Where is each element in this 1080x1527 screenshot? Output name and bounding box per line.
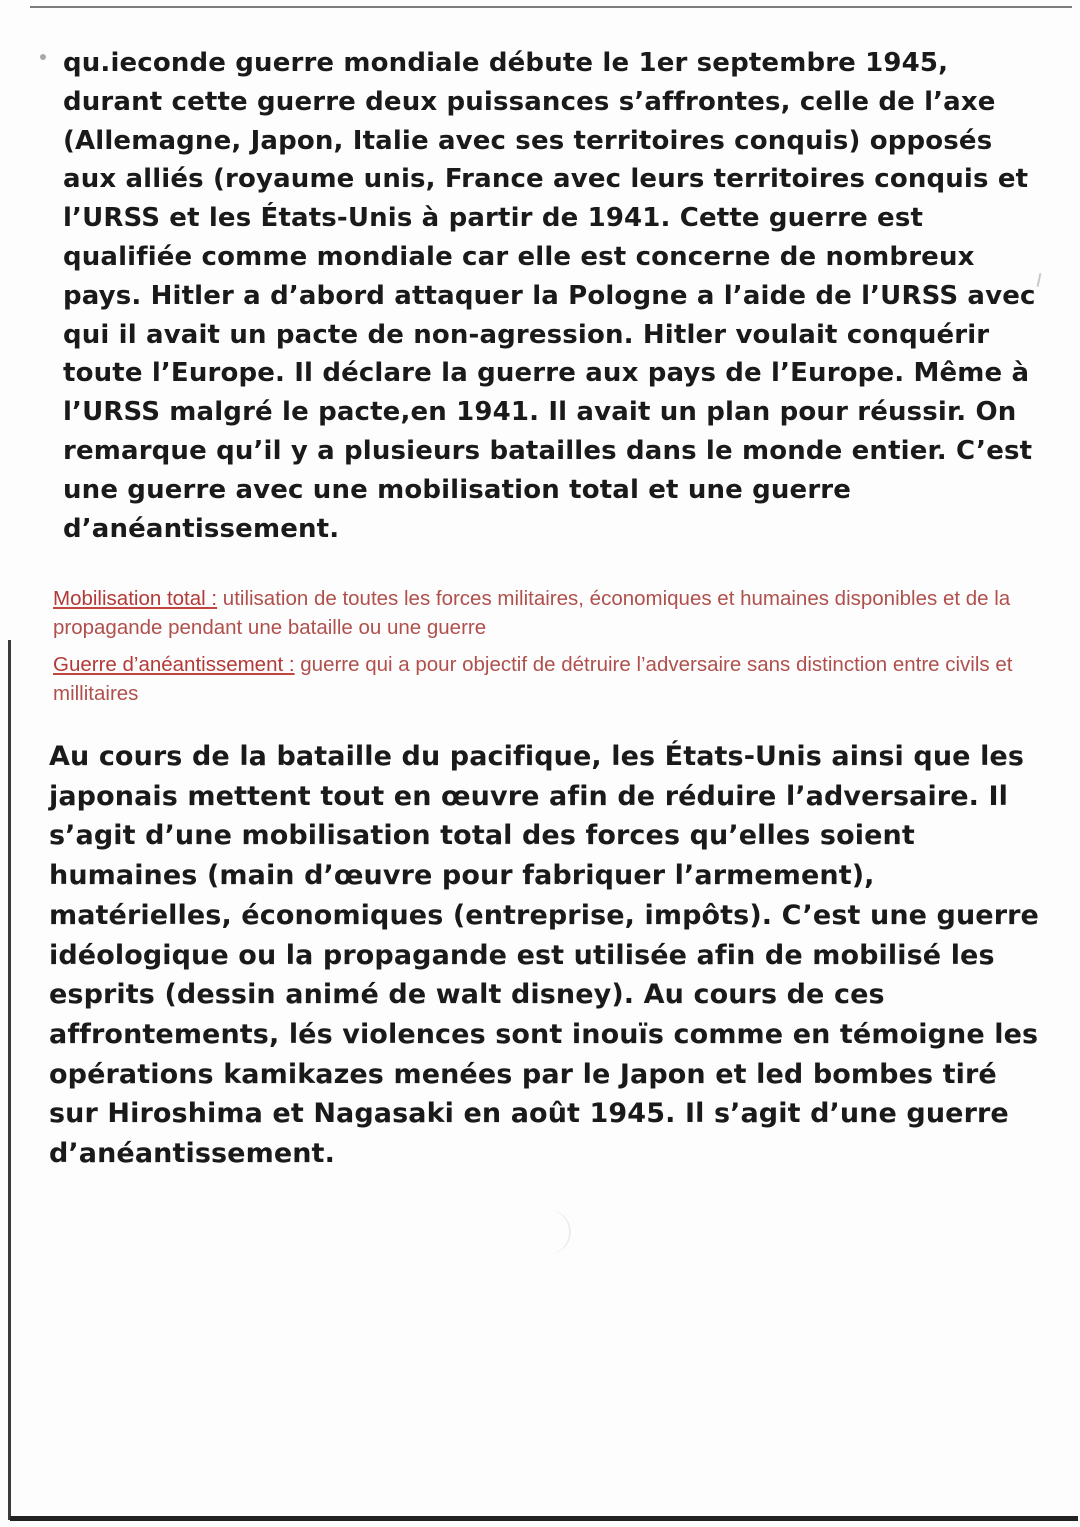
definition-mobilisation [53,584,1043,642]
scan-edge-top [30,6,1072,8]
paragraph-pacific-battle: Au cours de la bataille du pacifique, les États-Unis ainsi que les japonais mettent tout en œuvre afin de réduire l’adversaire. Il s’agit d’une mobilisation total des forces qu’elles soient humaines (main d’œuvre pour fabriquer l’armement), matérielles, économiques (entreprise, impôts). C’est une guerre idéologique ou la propagande est utilisée afin de mobilisé les esprits (dessin animé de walt disney). Au cours de ces affrontements, lés violences sont inouïs comme en témoigne les opérations kamikazes menées par le Japon et led bombes tiré sur Hiroshima et Nagasaki en août 1945. Il s’agit d’une guerre d’anéantissement. [49,741,1039,1170]
paragraph-second-world-war: qu.ieconde guerre mondiale débute le 1er septembre 1945, durant cette guerre deux puissances s’affrontes, celle de l’axe (Allemagne, Japon, Italie avec ses territoires conquis) opposés aux alliés (royaume unis, France avec leurs territoires conquis et l’URSS et les États-Unis à partir de 1941. Cette guerre est qualifiée comme mondiale car elle est concerne de nombreux pays. Hitler a d’abord attaquer la Pologne a l’aide de l’URSS avec qui il avait un pacte de non-agression. Hitler voulait conquérir toute l’Europe. Il déclare la guerre aux pays de l’Europe. Même à l’URSS malgré le pacte,en 1941. Il avait un plan pour réussir. On remarque qu’il y a plusieurs batailles dans le monde entier. C’est une guerre avec une mobilisation total et une guerre d’anéantissement. [63,48,1036,544]
definition-term: Mobilisation total : [53,587,218,610]
definition-text: utilisation de toutes les forces militaires, économiques et humaines disponibles et de la propagande pendant une bataille ou une guerre [53,587,1011,639]
scan-edge-left [8,640,11,1520]
scan-edge-bottom [10,1516,1078,1521]
definition-term: Guerre d’anéantissement : [53,653,295,676]
definitions-block [53,584,1043,716]
bullet-dot [40,54,46,60]
scan-smudge [545,1210,571,1254]
definition-aneantissement [53,650,1043,708]
definition-text: guerre qui a pour objectif de détruire l’adversaire sans distinction entre civils et millitaires [53,653,1013,705]
